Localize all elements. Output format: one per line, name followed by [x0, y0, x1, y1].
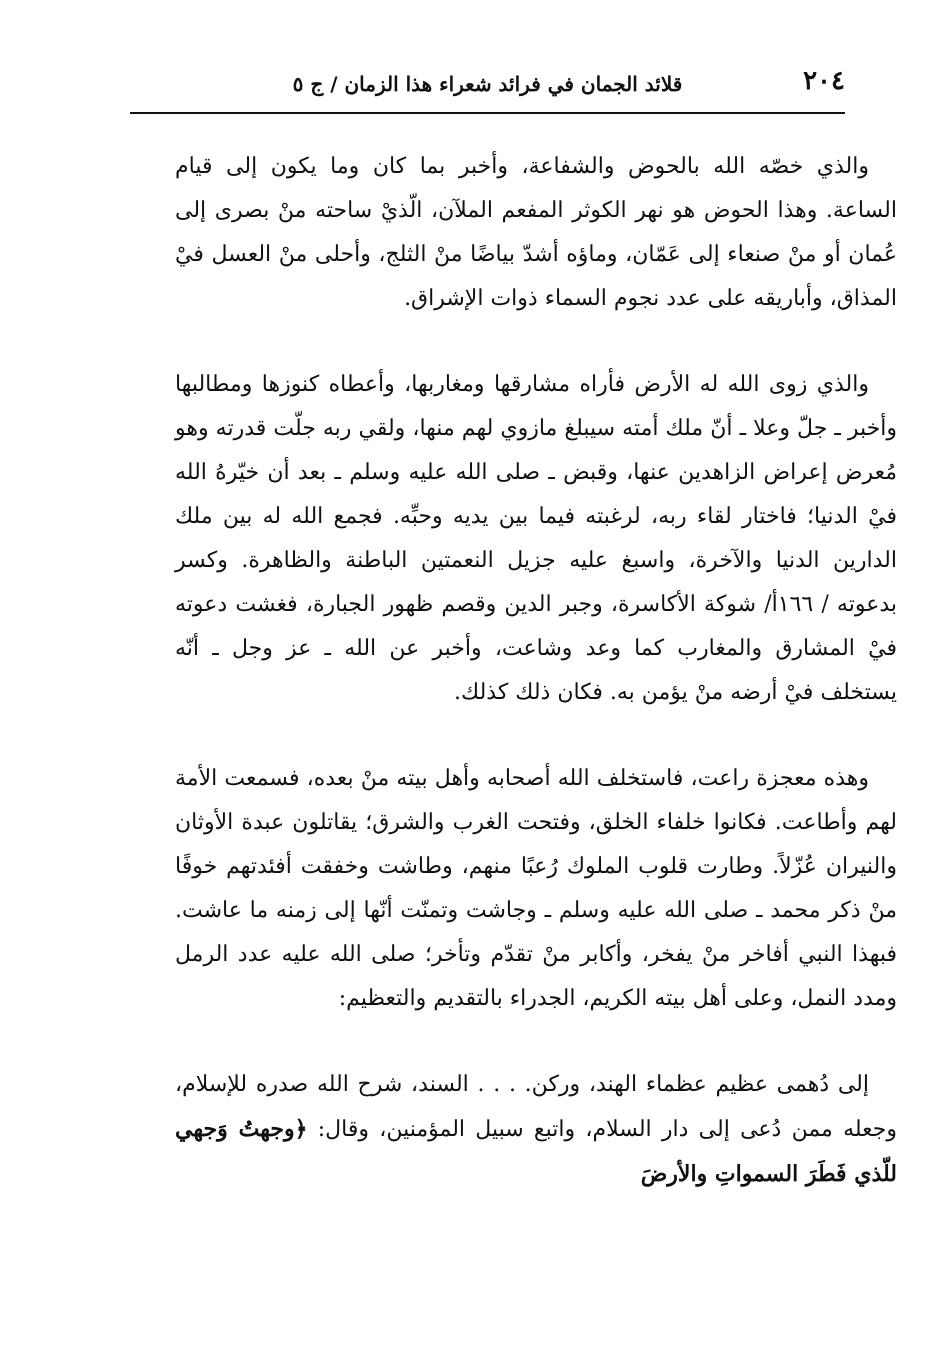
paragraph-4-text: إلى دُهمى عظيم عظماء الهند، وركن. . . . السند، شرح الله صدره للإسلام، وجعله ممن دُعى إلى دار السلام، واتبع سبيل المؤمنين، وقال: [175, 1072, 898, 1142]
page-header [130, 62, 845, 114]
paragraph-1: والذي خصّه الله بالحوض والشفاعة، وأخبر بما كان وما يكون إلى قيام الساعة. وهذا الحوض هو نهر الكوثر المفعم الملآن، الّذيْ ساحته منْ بصرى إلى عُمان أو منْ صنعاء إلى عَمّان، وماؤه أشدّ بياضًا منْ الثلج، وأحلى منْ العسل فيْ المذاق، وأباريقه على عدد نجوم السماء ذوات الإشراق. [175, 154, 897, 311]
page-number: ٢٠٤ [803, 66, 845, 96]
paragraph-4 [175, 1063, 897, 1197]
body-text [175, 145, 897, 1197]
paragraph-3: وهذه معجزة راعت، فاستخلف الله أصحابه وأهل بيته منْ بعده، فسمعت الأمة لهم وأطاعت. فكانوا خلفاء الخلق، وفتحت الغرب والشرق؛ يقاتلون عبدة الأوثان والنيران عُزّلاً. وطارت قلوب الملوك رُعبًا منهم، وطاشت وخفقت أفئدتهم خوفًا منْ ذكر محمد ـ صلى الله عليه وسلم ـ وجاشت وتمنّت أنّها إلى زمنه ما عاشت. فبهذا النبي أفاخر منْ يفخر، وأكابر منْ تقدّم وتأخر؛ صلى الله عليه عدد الرمل ومدد النمل، وعلى أهل بيته الكريم، الجدراء بالتقديم والتعظيم: [175, 766, 897, 1011]
quranic-quote: ﴿وجهتُ وَجهي للّذي فَطَرَ السمواتِ والأرضَ [175, 1116, 897, 1187]
running-title: قلائد الجمان في فرائد شعراء هذا الزمان / ج ٥ [292, 72, 683, 96]
paragraph-2: والذي زوى الله له الأرض فأراه مشارقها ومغاربها، وأعطاه كنوزها ومطالبها وأخبر ـ جلّ وعلا ـ أنّ ملك أمته سيبلغ مازوي لهم منها، ولقي ربه جلّت قدرته وهو مُعرض إعراض الزاهدين عنها، وقبض ـ صلى الله عليه وسلم ـ بعد أن خيّرهُ الله فيْ الدنيا؛ فاختار لقاء ربه، لرغبته فيما بين يديه وحبِّه. فجمع الله له بين ملك الدارين الدنيا والآخرة، واسبغ عليه جزيل النعمتين الباطنة والظاهرة. وكسر بدعوته / ١٦٦أ/ شوكة الأكاسرة، وجبر الدين وقصم ظهور الجبارة، فغشت دعوته فيْ المشارق والمغارب كما وعد وشاعت، وأخبر عن الله ـ عز وجل ـ أنّه يستخلف فيْ أرضه منْ يؤمن به. فكان ذلك كذلك. [175, 372, 898, 705]
